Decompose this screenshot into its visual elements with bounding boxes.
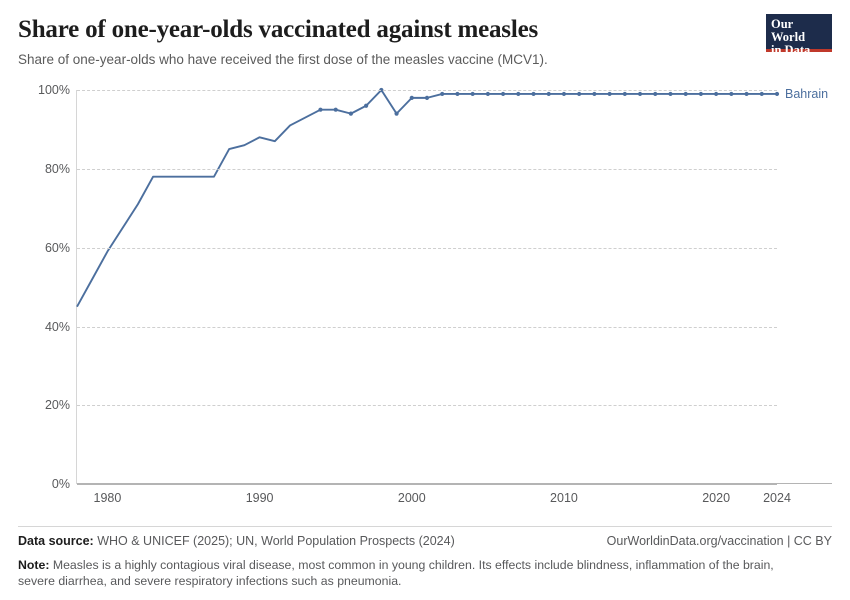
series-point [562,92,566,96]
series-point [684,92,688,96]
gridline-y [77,248,777,249]
footer-link[interactable]: OurWorldinData.org/vaccination | CC BY [606,533,832,548]
series-point [668,92,672,96]
chart-note [18,557,808,590]
gridline-y [77,90,777,91]
y-axis-tick-label: 40% [44,319,70,334]
y-axis-tick-label: 60% [44,240,70,255]
series-point [486,92,490,96]
series-point [638,92,642,96]
series-point [699,92,703,96]
data-source-text: WHO & UNICEF (2025); UN, World Population Prospects (2024) [97,533,455,548]
page-title: Share of one-year-olds vaccinated against measles [18,16,539,43]
chart-footer [18,526,832,590]
series-lines [77,90,777,484]
series-label-bahrain[interactable]: Bahrain [785,87,829,102]
owid-logo-line1: Our World [771,17,806,45]
series-point [744,92,748,96]
series-point [608,92,612,96]
page-subtitle: Share of one-year-olds who have received the first dose of the measles vaccine (MCV1). [18,51,548,67]
series-point [516,92,520,96]
chart-area [18,82,832,512]
series-point [425,96,429,100]
series-point [577,92,581,96]
series-point [729,92,733,96]
chart-header [18,16,832,68]
series-point [410,96,414,100]
y-axis-tick-label: 20% [44,398,70,413]
series-point [547,92,551,96]
plot-region[interactable] [38,83,829,506]
x-axis-tick-label: 1990 [245,491,274,506]
series-point [653,92,657,96]
owid-logo[interactable] [766,14,832,58]
series-point [471,92,475,96]
gridline-y [77,484,777,485]
series-point [501,92,505,96]
chart-note-text: Measles is a highly contagious viral disease, most common in young children. Its effects include blindness, inflammation of the brain, severe diarrhea, and severe respiratory infections such as pneumonia. [18,557,774,589]
series-point [455,92,459,96]
series-point [623,92,627,96]
series-point [775,92,779,96]
x-axis-tick-label: 2000 [397,491,426,506]
series-line [77,90,777,307]
x-axis-tick-label: 1980 [93,491,122,506]
gridline-y [77,327,777,328]
owid-logo-line2: in Data [771,43,811,58]
chart-note-label: Note: [18,557,50,572]
series-point [760,92,764,96]
y-axis-tick-label: 80% [44,162,70,177]
x-axis-tick-label: 2010 [550,491,578,506]
series-point [318,108,322,112]
series-point [592,92,596,96]
data-source-label: Data source: [18,533,94,548]
x-axis-tick-label: 2024 [763,491,791,506]
series-point [349,112,353,116]
series-point [440,92,444,96]
series-point [334,108,338,112]
series-point [364,104,368,108]
footer-source-row [18,534,832,548]
y-axis-tick-label: 100% [38,83,70,98]
series-point [394,112,398,116]
footer-divider [18,526,832,527]
gridline-y [77,169,777,170]
series-point [531,92,535,96]
y-axis-tick-label: 0% [51,477,70,492]
series-point [714,92,718,96]
x-axis-tick-label: 2020 [702,491,731,506]
gridline-y [77,405,777,406]
data-source [18,534,455,548]
